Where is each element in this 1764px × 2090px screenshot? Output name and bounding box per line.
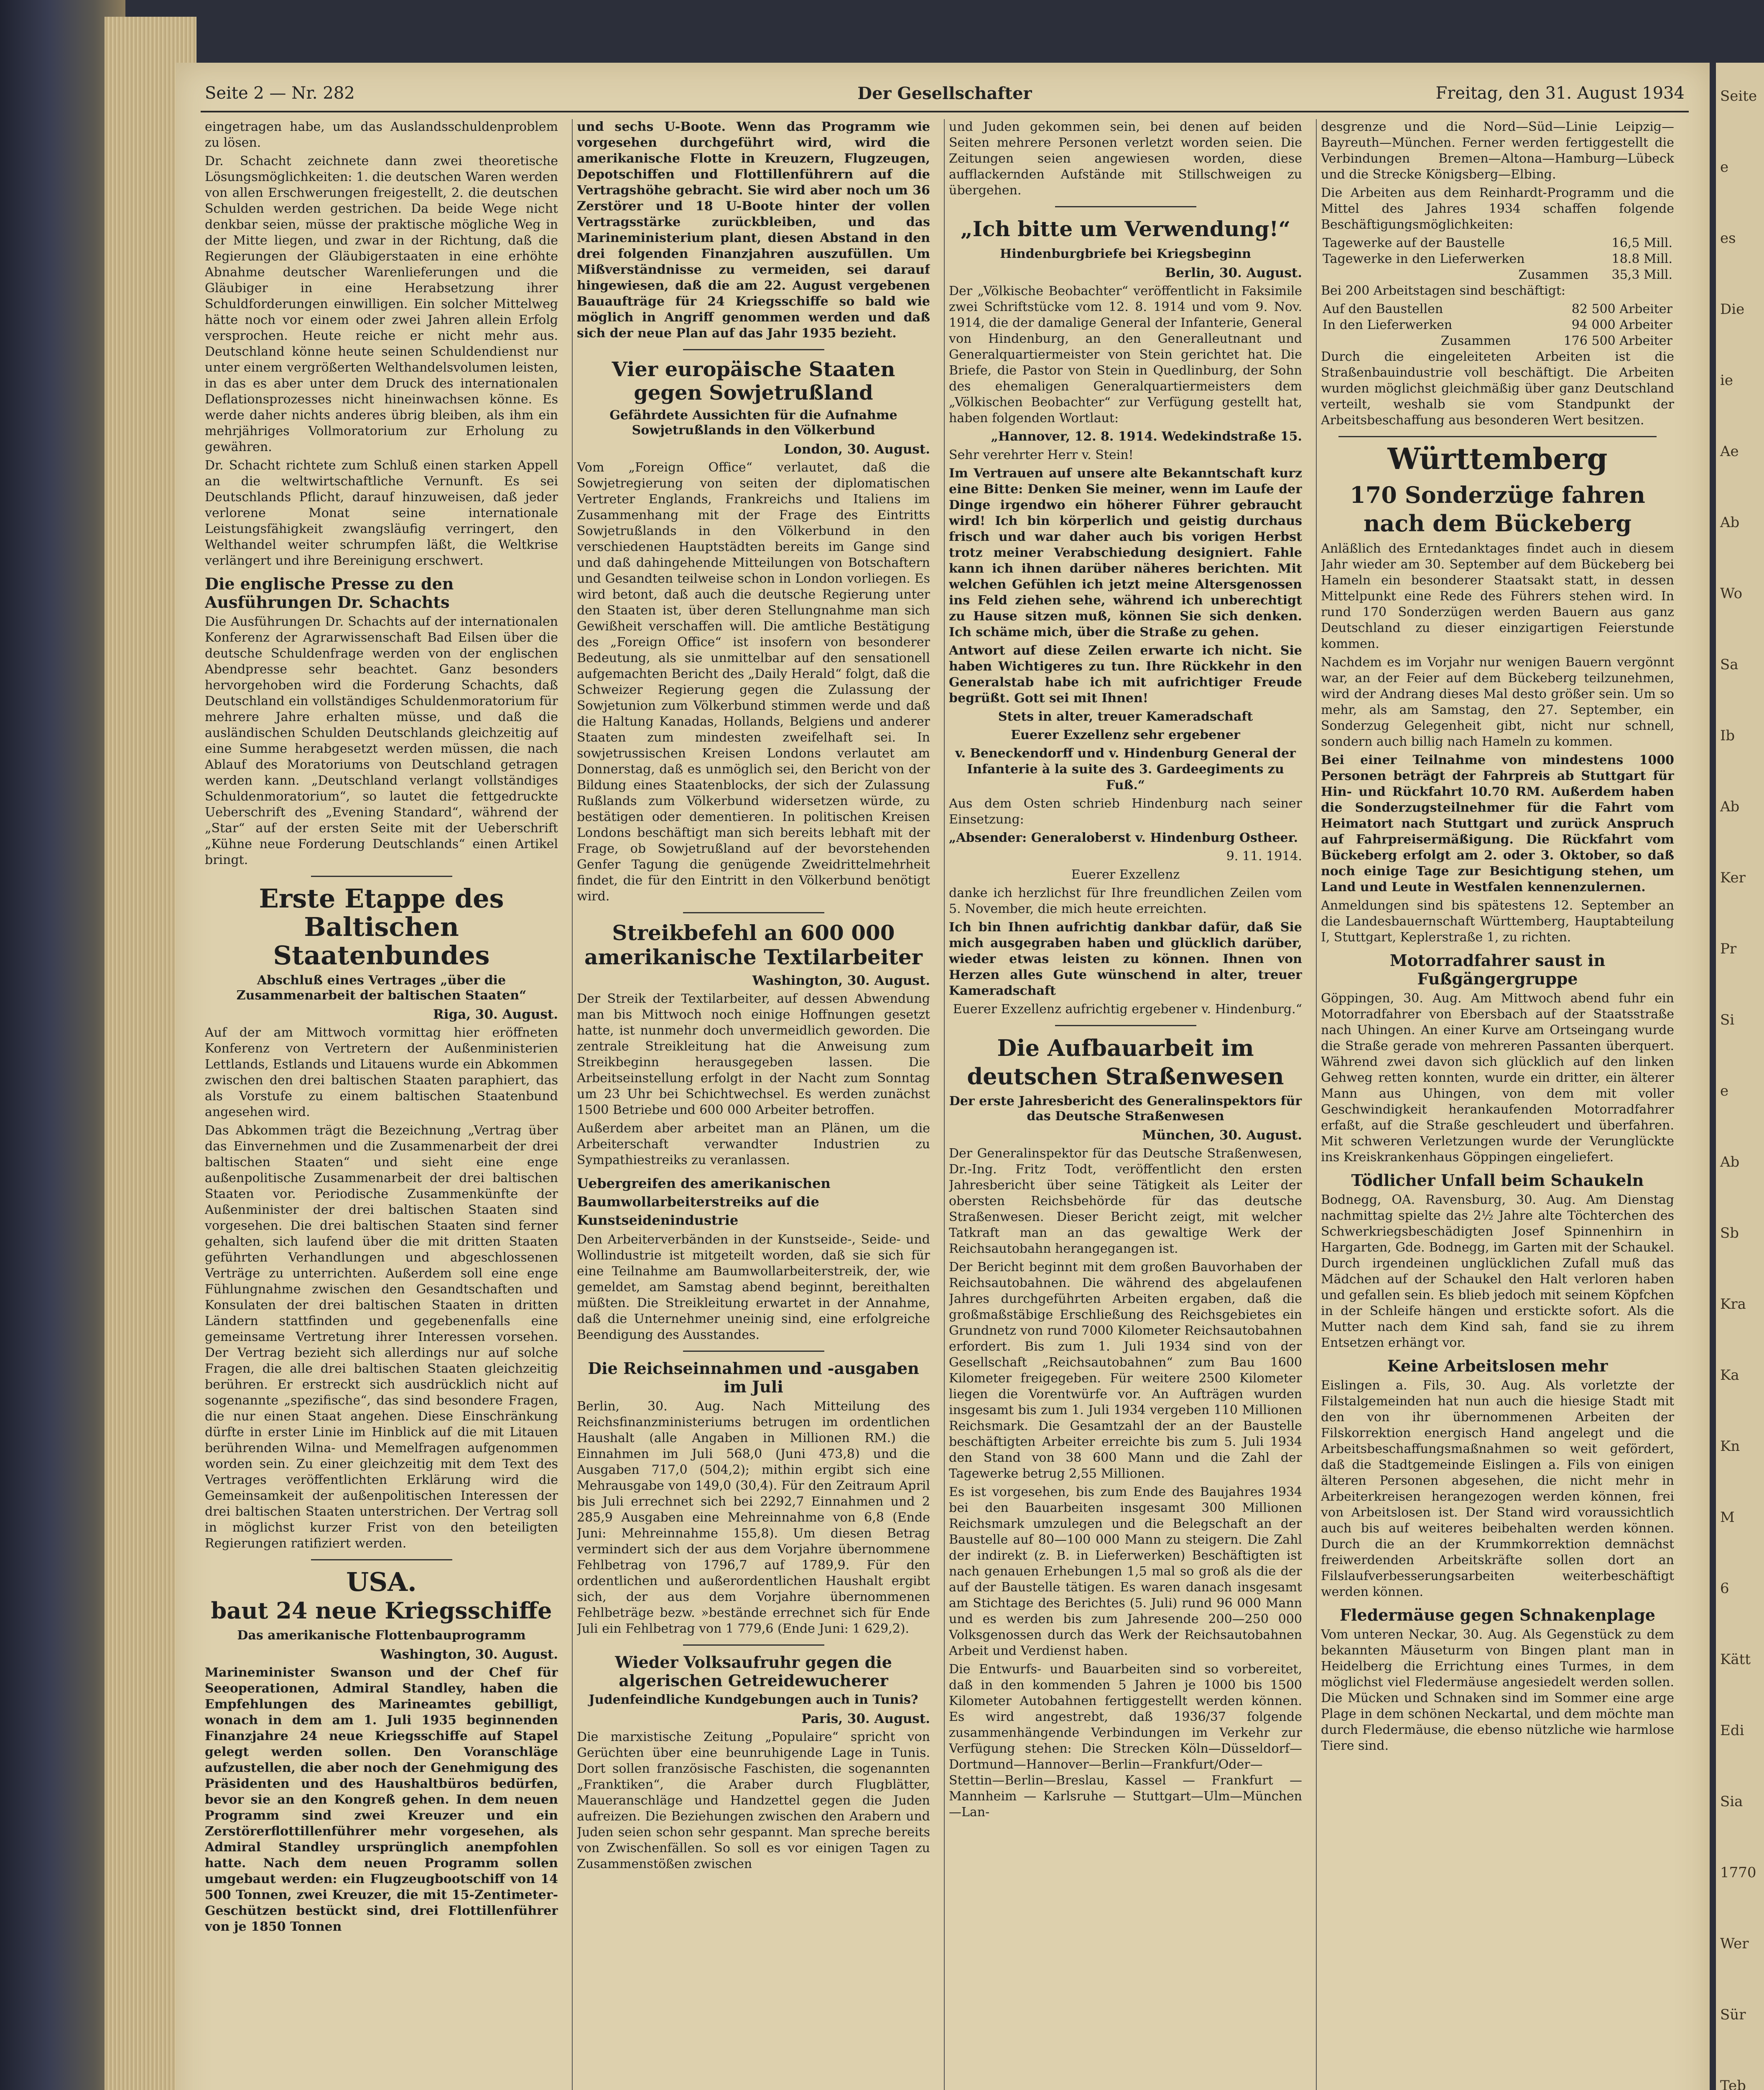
paragraph: Dr. Schacht richtete zum Schluß einen starken Appell an die weltwirtschaftliche Vernunft. Es sei Deutschlands Pflicht, darauf hinzuweisen, daß jeder verlorene Monat seine internationale Leistungsfähigkeit zwangsläufig verringert, den Welthandel weiter schrumpfen läßt, die Weltkrise verlängert und ihre Bereinigung erschwert. xyxy=(205,458,558,568)
paragraph: Bei 200 Arbeitstagen sind beschäftigt: xyxy=(1321,283,1566,298)
header-rule xyxy=(201,111,1689,112)
adjacent-page-text: Seite xyxy=(1720,88,1757,104)
article-headline: baut 24 neue Kriegsschiffe xyxy=(211,1597,552,1624)
adjacent-page-text: Wo xyxy=(1720,585,1743,602)
letter-greeting: Sehr verehrter Herr v. Stein! xyxy=(949,448,1134,462)
adjacent-page-text: e xyxy=(1720,159,1729,176)
table-cell: 16,5 Mill. xyxy=(1611,236,1672,250)
paragraph: Berlin, 30. Aug. Nach Mitteilung des Reichsfinanzministeriums betrugen im ordentlichen Haushalt (alle Angaben in Millionen RM.) die Einnahmen im Juli 568,0 (Juni 473,8) und die Ausgaben 717,0 (504,2); mithin ergibt sich eine Mehrausgabe von 149,0 (30,4). Für den Zeitraum April bis Juli errechnet sich bei 2292,7 Einnahmen und 2 285,9 Ausgaben eine Mehreinnahme von 6,8 (Ende Juni: Mehreinnahme 155,8). Um diesen Betrag vermindert sich der aus dem Vorjahre übernommene Fehlbetrag von 1796,7 auf 1789,9. Für den ordentlichen und außerordentlichen Haushalt ergibt sich, der aus dem Vorjahre übernommenen Fehlbeträge bezw. »bestände errechnet sich für Ende Juli ein Fehlbetrag von 1 779,6 (Ende Juni: 1 629,2). xyxy=(577,1399,930,1636)
dateline: Riga, 30. August. xyxy=(433,1007,558,1022)
letter-sender: „Absender: Generaloberst v. Hindenburg Ostheer. xyxy=(949,831,1298,845)
column-1 xyxy=(205,119,558,2090)
table-cell: 35,3 Mill. xyxy=(1611,268,1672,282)
article-headline: 170 Sonderzüge fahren nach dem Bückeberg xyxy=(1350,482,1645,537)
paragraph: Die Ausführungen Dr. Schachts auf der internationalen Konferenz der Agrarwissenschaft Bad Eilsen über die deutsche Schuldenfrage werden von der englischen Abendpresse sehr beachtet. Ganz besonders hervorgehoben wird die Forderung Schachts, daß Deutschland ein vollständiges Schuldenmoratorium für mehrere Jahre erhalten müsse, und daß die ausländischen Schulden Deutschlands gleichzeitig auf eine Summe herabgesetzt werden müssen, die nach Ablauf des Moratoriums von Deutschland getragen werden kann. „Deutschland verlangt vollständiges Schuldenmoratorium“, so lautet die fettgedruckte Ueberschrift des „Evening Standard“, während der „Star“ auf der ersten Seite mit der Ueberschrift „Kühne neue Forderung Deutschlands“ einen Artikel bringt. xyxy=(205,614,558,867)
letter-body: Antwort auf diese Zeilen erwarte ich nicht. Sie haben Wichtigeres zu tun. Ihre Rückkehr in den Generalstab habe ich mit aufrichtiger Freude begrüßt. Gott sei mit Ihnen! xyxy=(949,643,1302,706)
article-subheadline: Das amerikanische Flottenbauprogramm xyxy=(237,1628,526,1643)
letter-closing: Euerer Exzellenz sehr ergebener xyxy=(1011,728,1240,742)
paragraph: Nachdem es im Vorjahr nur wenigen Bauern vergönnt war, an der Feier auf dem Bückeberg teilzunehmen, wird der Andrang dieses Mal desto größer sein. Um so mehr, als am Samstag, den 27. September, ein Sonderzug Gelegenheit gibt, nicht nur schnell, sondern auch billig nach Hameln zu kommen. xyxy=(1321,655,1674,749)
article-separator xyxy=(1338,436,1657,437)
dateline: London, 30. August. xyxy=(784,442,930,457)
table-row xyxy=(1321,301,1674,317)
paragraph: Außerdem aber arbeitet man an Plänen, um die Arbeiterschaft verwandter Industrien zu Sympathiestreiks zu veranlassen. xyxy=(577,1121,930,1167)
adjacent-page-text: Die xyxy=(1720,301,1745,318)
article-subheadline: Gefährdete Aussichten für die Aufnahme Sowjetrußlands in den Völkerbund xyxy=(609,408,897,438)
adjacent-page-text: Wer xyxy=(1720,1935,1749,1952)
table-cell: Zusammen xyxy=(1440,334,1511,348)
adjacent-page-text: Kn xyxy=(1720,1438,1740,1455)
dateline: Paris, 30. August. xyxy=(801,1711,930,1726)
column-divider xyxy=(1316,119,1317,2090)
article-headline: „Ich bitte um Verwendung!“ xyxy=(960,217,1291,241)
adjacent-page-text: Pr xyxy=(1720,940,1737,957)
page-number: Seite 2 — Nr. 282 xyxy=(205,84,355,103)
column-3 xyxy=(949,119,1302,2090)
article-separator xyxy=(311,1559,452,1560)
dateline: Washington, 30. August. xyxy=(380,1647,558,1662)
table-row xyxy=(1321,251,1674,267)
paragraph: Marineminister Swanson und der Chef für Seeoperationen, Admiral Standley, haben die Empfehlungen des Marineamtes gebilligt, wonach in dem am 1. Juli 1935 beginnenden Finanzjahre 24 neue Kriegsschiffe auf Stapel gelegt werden sollen. Den Voranschläge aufzustellen, die aber noch der Genehmigung des Präsidenten und des Haushaltbüros bedürfen, bevor sie an den Kongreß gehen. In dem neuen Programm sind zwei Kreuzer und ein Zerstörerflottillenführer mehr vorgesehen, als Admiral Standley ursprünglich anempfohlen hatte. Nach dem neuen Programm sollen umgebaut werden: ein Flugzeugbootschiff von 14 500 Tonnen, zwei Kreuzer, die mit 15-Zentimeter-Geschützen bestückt sind, drei Flottillenführer von je 1850 Tonnen xyxy=(205,1665,558,1934)
paragraph: Göppingen, 30. Aug. Am Mittwoch abend fuhr ein Motorradfahrer von Ebersbach auf der Staatsstraße nach Uhingen. An einer Kurve am Ortseingang wurde die Straße gerade von mehreren Passanten überquert. Während zwei davon sich glücklich auf den linken Gehweg retten konnten, wurde ein dritter, ein älterer Mann aus Uhingen, von dem mit voller Geschwindigkeit herankaufenden Motorradfahrer erfaßt, auf die Straße geschleudert und überfahren. Mit schweren Verletzungen wurde der Verunglückte ins Kreiskrankenhaus Göppingen eingeliefert. xyxy=(1321,991,1674,1165)
letter-date: 9. 11. 1914. xyxy=(1226,849,1302,864)
table-cell: In den Lieferwerken xyxy=(1323,318,1453,332)
article-headline: Die Aufbauarbeit im deutschen Straßenwesen xyxy=(967,1035,1284,1090)
adjacent-page-text: Si xyxy=(1720,1012,1735,1028)
adjacent-page-text: Sb xyxy=(1720,1225,1739,1241)
paragraph: Der Generalinspektor für das Deutsche Straßenwesen, Dr.-Ing. Fritz Todt, veröffentlicht den ersten Jahresbericht über seine Tätigkeit als Leiter der obersten Reichsbehörde für das deutsche Straßenwesen. Dieser Bericht zeigt, mit welcher Tatkraft man an das gewaltige Werk der Reichsautobahn herangegangen ist. xyxy=(949,1146,1302,1256)
employment-table xyxy=(1321,235,1674,283)
adjacent-page-text: Ae xyxy=(1720,443,1739,460)
adjacent-page-strip xyxy=(1716,63,1764,2090)
paragraph: Die marxistische Zeitung „Populaire“ spricht von Gerüchten über eine beunruhigende Lage in Tunis. Dort sollen französische Faschisten, die sogenannten „Franktiken“, die Araber durch Flugblätter, Maueranschläge und Handzettel gegen die Juden aufreizen. Die Beziehungen zwischen den Arabern und Juden seien schon sehr gespannt. Man spreche bereits von Zwischenfällen. So soll es vor einigen Tagen zu Zusammenstößen zwischen xyxy=(577,1730,930,1871)
article-headline: Motorradfahrer saust in Fußgängergruppe xyxy=(1389,951,1606,988)
article-separator xyxy=(683,1644,824,1646)
paragraph: Durch die eingeleiteten Arbeiten ist die Straßenbauindustrie voll beschäftigt. Die Arbeiten wurden möglichst gleichmäßig über ganz Deutschland verteilt, weshalb sie vom Standpunkt der Arbeitsbeschaffung aus besonderen Wert besitzen. xyxy=(1321,349,1674,428)
adjacent-page-text: ie xyxy=(1720,372,1733,389)
article-headline: Streikbefehl an 600 000 amerikanische Textilarbeiter xyxy=(584,920,923,969)
article-subheadline: Der erste Jahresbericht des Generalinspektors für das Deutsche Straßenwesen xyxy=(949,1094,1302,1124)
article-separator xyxy=(311,876,452,877)
adjacent-page-text: Ker xyxy=(1720,869,1746,886)
adjacent-page-text: Edi xyxy=(1720,1722,1744,1739)
paragraph: Anmeldungen sind bis spätestens 12. September an die Landesbauernschaft Württemberg, Hauptabteilung I, Stuttgart, Keplerstraße 1, zu richten. xyxy=(1321,898,1674,945)
article-subheadline: Abschluß eines Vertrages „über die Zusammenarbeit der baltischen Staaten“ xyxy=(236,973,527,1003)
paragraph: Bodnegg, OA. Ravensburg, 30. Aug. Am Dienstag nachmittag spielte das 2½ Jahre alte Töchterchen des Schwerkriegsbeschädigten Josef Spinnenhirn in Hargarten, Gde. Bodnegg, im Garten mit der Schaukel. Durch irgendeinen unglücklichen Zufall muß das Mädchen auf der Schaukel den Halt verloren haben und gefallen sein. Es blieb jedoch mit seinem Köpfchen in der Schleife hängen und erstickte sofort. Als die Mutter nach dem Kind sah, fand sie zu ihrem Entsetzen erhängt vor. xyxy=(1321,1193,1674,1350)
table-cell: Tagewerke auf der Baustelle xyxy=(1323,236,1505,250)
column-divider xyxy=(944,119,945,2090)
adjacent-page-text: 1770 xyxy=(1720,1864,1756,1881)
letter-signature: Euerer Exzellenz aufrichtig ergebener v. Hindenburg.“ xyxy=(953,1002,1302,1017)
adjacent-page-text: Kra xyxy=(1720,1296,1746,1313)
table-row xyxy=(1321,333,1674,349)
table-cell: 82 500 Arbeiter xyxy=(1571,302,1672,316)
section-headline: Württemberg xyxy=(1387,441,1608,476)
dateline: Berlin, 30. August. xyxy=(1165,265,1302,280)
adjacent-page-text: Teb xyxy=(1720,2077,1746,2090)
adjacent-page-text: M xyxy=(1720,1509,1735,1526)
newspaper-title: Der Gesellschafter xyxy=(857,84,1032,103)
adjacent-page-text: 6 xyxy=(1720,1580,1729,1597)
table-cell: 176 500 Arbeiter xyxy=(1563,334,1672,348)
article-headline: Die Reichseinnahmen und -ausgaben im Juli xyxy=(588,1359,919,1396)
adjacent-page-text: Kätt xyxy=(1720,1651,1751,1668)
adjacent-page-text: Ab xyxy=(1720,798,1740,815)
article-separator xyxy=(683,349,824,350)
table-cell: Tagewerke in den Lieferwerken xyxy=(1323,252,1525,266)
table-row xyxy=(1321,267,1674,283)
article-headline: Vier europäische Staaten gegen Sowjetrußland xyxy=(612,358,895,405)
dateline: Washington, 30. August. xyxy=(752,973,930,988)
adjacent-page-text: Sa xyxy=(1720,656,1739,673)
article-separator xyxy=(1055,206,1196,207)
article-separator xyxy=(683,1351,824,1352)
table-row xyxy=(1321,235,1674,251)
article-headline: Erste Etappe des Baltischen Staatenbundes xyxy=(259,883,504,971)
letter-body: Ich bin Ihnen aufrichtig dankbar dafür, daß Sie mich ausgegraben haben und glücklich darüber, wieder etwas leisten zu können. Ihnen von Herzen alles Gute wünschend in alter, treuer Kameradschaft xyxy=(949,920,1302,998)
column-4 xyxy=(1321,119,1674,2090)
article-separator xyxy=(683,912,824,913)
adjacent-page-text: Sür xyxy=(1720,2006,1746,2023)
letter-body: Im Vertrauen auf unsere alte Bekanntschaft kurz eine Bitte: Denken Sie meiner, wenn im Laufe der Dinge irgendwo ein höherer Führer gebraucht wird! Ich bin körperlich und geistig durchaus frisch und war daher auch bis vorigen Herbst trotz meiner Verabschiedung designiert. Fahle kann ich ihnen darüber näheres berichten. Mit welchen Gefühlen ich jetzt meine Altersgenossen ins Feld ziehen sehe, während ich unberechtigt zu Hause sitzen muß, können Sie sich denken. Ich schäme mich, über die Straße zu gehen. xyxy=(949,466,1302,640)
letter-body: danke ich herzlichst für Ihre freundlichen Zeilen vom 5. November, die mich heute erreichten. xyxy=(949,886,1302,916)
adjacent-page-text: Ab xyxy=(1720,1154,1740,1170)
paragraph: Auf der am Mittwoch vormittag hier eröffneten Konferenz von Vertretern der Außenministerien Lettlands, Estlands und Litauens wurde ein Abkommen zwischen den drei baltischen Staaten paraphiert, das als Vorstufe zu einem baltischen Staatenbund angesehen wird. xyxy=(205,1025,558,1119)
table-cell: Auf den Baustellen xyxy=(1323,302,1443,316)
table-cell: 94 000 Arbeiter xyxy=(1571,318,1672,332)
table-cell: 18.8 Mill. xyxy=(1611,252,1672,266)
paragraph: Eislingen a. Fils, 30. Aug. Als vorletzte der Filstalgemeinden hat nun auch die hiesige Stadt mit den von ihr übernommenen Arbeiten der Filskorrektion energisch Hand angelegt und die Arbeitsbeschaffungsmaßnahmen so weit gefördert, daß die Stadtgemeinde Eislingen a. Fils von einigen älteren Personen abgesehen, die nicht mehr in Arbeiterkreisen herangezogen werden können, frei von Arbeitslosen ist. Der Stand wird voraussichtlich auch bis auf weiteres beibehalten werden können. Durch die an der Krummkorrektion demnächst freiwerdenden Arbeitskräfte sollen dort an Filslaufverbesserungsarbeiten weiterbeschäftigt werden können. xyxy=(1321,1378,1674,1599)
paragraph: Aus dem Osten schrieb Hindenburg nach seiner Einsetzung: xyxy=(949,796,1302,827)
paragraph: Vom „Foreign Office“ verlautet, daß die Sowjetregierung von seiten der diplomatischen Vertreter Englands, Frankreichs und Italiens im Zusammenhang mit der Frage des Eintritts Sowjetrußlands in den Völkerbund in den verschiedenen Hauptstädten bereits im Gange sind und daß dahingehende Mitteilungen von Botschaftern und Gesandten teilweise schon in London vorliegen. Es wird betont, daß auch die deutsche Regierung unter den Staaten ist, über deren Stellungnahme man sich Gewißheit verschaffen will. Die amtliche Bestätigung des „Foreign Office“ ist insofern von besonderer Bedeutung, als sie unmittelbar auf den sensationell aufgemachten Bericht des „Daily Herald“ folgt, daß die Schweizer Regierung gegen die Zulassung der Sowjetunion zum Völkerbund stimmen werde und daß die Haltung Kanadas, Hollands, Belgiens und anderer Staaten zum mindesten zweifelhaft sei. In sowjetrussischen Kreisen Londons verlautet am Donnerstag, daß es unmöglich sei, den Bericht von der Bildung eines Staatenblocks, der sich der Zulassung Rußlands zum Völkerbund widersetzen würde, zu bestätigen oder dementieren. In politischen Kreisen Londons beschäftigt man sich bereits lebhaft mit der Frage, ob Sowjetrußland auf der bevorstehenden Genfer Tagung die genügende Zweidrittelmehrheit findet, die für den Eintritt in den Völkerbund benötigt wird. xyxy=(577,460,930,904)
table-row xyxy=(1321,317,1674,333)
letter-greeting: Euerer Exzellenz xyxy=(1071,867,1180,882)
adjacent-page-text: Sia xyxy=(1720,1793,1743,1810)
paragraph: Der Streik der Textilarbeiter, auf dessen Abwendung man bis Mittwoch noch einige Hoffnungen gesetzt hatte, ist nunmehr doch unvermeidlich geworden. Die zentrale Streikleitung hat die Anweisung zum Streikbeginn herausgegeben lassen. Die Arbeitseinstellung erfolgt in der Nacht zum Sonntag um 23 Uhr bei Schichtwechsel. Es werden zunächst 1500 Betriebe und 600 000 Arbeiter betroffen. xyxy=(577,991,930,1117)
article-headline: USA. xyxy=(346,1567,417,1597)
letter-signature: v. Beneckendorff und v. Hindenburg General der Infanterie à la suite des 3. Gardeegiments zu Fuß.“ xyxy=(955,746,1296,793)
column-2 xyxy=(577,119,930,2090)
article-headline: Wieder Volksaufruhr gegen die algerischen Getreidewucherer xyxy=(615,1653,892,1690)
paragraph: Dr. Schacht zeichnete dann zwei theoretische Lösungsmöglichkeiten: 1. die deutschen Waren werden von allen Erschwerungen freigestellt, 2. die deutschen Schulden werden gestrichen. Da beide Wege nicht denkbar seien, müsse der praktische mögliche Weg in der Mitte liegen, und zwar in der Richtung, daß die Regierungen der Gläubigerstaaten in eine erhöhte Abnahme deutscher Warenlieferungen und die Gläubiger in eine Herabsetzung ihrer Schuldforderungen einwilligen. Ein solcher Mittelweg hätte noch vor einem oder zwei Jahren allein Erfolg versprochen. Heute reiche er nicht mehr aus. Deutschland könne heute seinen Schuldendienst nur unter einem vergrößerten Welthandelsvolumen leisten, in das es aber unter dem Druck des internationalen Deflationsprozesses nicht hineinwachsen könne. Es werde daher nichts anderes übrig bleiben, als ihm ein mehrjähriges Vollmoratorium zur Erholung zu gewähren. xyxy=(205,154,558,454)
article-headline: Fledermäuse gegen Schnakenplage xyxy=(1340,1606,1655,1624)
article-headline: Keine Arbeitslosen mehr xyxy=(1387,1356,1608,1375)
paragraph: Es ist vorgesehen, bis zum Ende des Baujahres 1934 bei den Bauarbeiten insgesamt 300 Millionen Reichsmark umzulegen und die Belegschaft an der Baustelle auf 80—100 000 Mann zu steigern. Die Zahl der indirekt (z. B. in Lieferwerken) Beschäftigten ist nach genauen Erhebungen 1,5 mal so groß als die der auf der Baustelle tätigen. Es waren danach insgesamt am Stichtage des Berichtes (5. Juli) rund 96 000 Mann und es werden bis zum Jahresende 200—250 000 Volksgenossen durch das Werk der Reichsautobahnen Arbeit und Verdienst haben. xyxy=(949,1485,1302,1658)
workers-table xyxy=(1321,301,1674,349)
page-header xyxy=(205,79,1685,109)
paragraph: Vom unteren Neckar, 30. Aug. Als Gegenstück zu dem bekannten Mäuseturm von Bingen plant man in Heidelberg die Errichtung eines Turmes, in dem möglichst viel Fledermäuse angesiedelt werden sollen. Die Mücken und Schnaken sind im Sommer eine arge Plage in dem schönen Neckartal, und dem möchte man durch Fledermäuse, die ebenso nützliche wie harmlose Tiere sind. xyxy=(1321,1627,1674,1753)
paragraph: und Juden gekommen sein, bei denen auf beiden Seiten mehrere Personen verletzt worden seien. Die Zeitungen seien angewiesen worden, diese aufflackernden Aufstände mit Stillschweigen zu übergehen. xyxy=(949,120,1302,198)
paragraph: Der Bericht beginnt mit dem großen Bauvorhaben der Reichsautobahnen. Die während des abgelaufenen Jahres durchgeführten Arbeiten ergaben, daß die großmaßstäbige Erschließung des Reichsgebietes ein Grundnetz von rund 7000 Kilometer Reichsautobahnen erfordert. Bis zum 1. Juli 1934 sind von der Gesellschaft „Reichsautobahnen“ zum Bau 1600 Kilometer freigegeben. Für weitere 2500 Kilometer liegen die Vorentwürfe vor. An Aufträgen wurden insgesamt bis zum 1. Juli 1934 vergeben 110 Millionen Reichsmark. Die Gesamtzahl der an der Baustelle beschäftigten Arbeiter erreichte bis zum 5. Juli 1934 den Stand von 38 600 Mann und die Zahl der Tagewerke betrug 2,55 Millionen. xyxy=(949,1260,1302,1481)
letter-date: „Hannover, 12. 8. 1914. Wedekindstraße 15. xyxy=(991,429,1302,444)
paragraph: und sechs U-Boote. Wenn das Programm wie vorgesehen durchgeführt wird, wird die amerikanische Flotte in Kreuzern, Flugzeugen, Depotschiffen und Flottillenführern auf die Vertragshöhe gebracht. Sie wird aber noch um 36 Zerstörer und 18 U-Boote hinter der vollen Vertragsstärke zurückbleiben, und das Marineministerium plant, diesen Abstand in den drei folgenden Finanzjahren auszufüllen. Um Mißverständnisse zu vermeiden, sei darauf hingewiesen, daß die am 22. August vergebenen Bauaufträge für 24 Kriegsschiffe so bald wie möglich in Angriff genommen werden und daß sich der neue Plan auf das Jahr 1935 bezieht. xyxy=(577,120,930,341)
adjacent-page-text: es xyxy=(1720,230,1736,247)
letter-closing: Stets in alter, treuer Kameradschaft xyxy=(998,709,1253,724)
table-cell: Zusammen xyxy=(1518,268,1589,282)
article-subheadline: Judenfeindliche Kundgebungen auch in Tunis? xyxy=(589,1692,918,1707)
article-headline: Die englische Presse zu den Ausführungen Dr. Schachts xyxy=(205,574,454,612)
paragraph: Anläßlich des Erntedanktages findet auch in diesem Jahr wieder am 30. September auf dem Bückeberg bei Hameln ein besonderer Staatsakt statt, in dessen Mittelpunkt eine Rede des Führers stehen wird. In rund 170 Sonderzügen werden Bauern aus ganz Deutschland zu dieser einzigartigen Feierstunde kommen. xyxy=(1321,541,1674,651)
article-headline: Tödlicher Unfall beim Schaukeln xyxy=(1351,1171,1644,1190)
newspaper-page xyxy=(176,63,1710,2090)
column-divider xyxy=(572,119,573,2090)
article-separator xyxy=(1055,1025,1196,1026)
paragraph: eingetragen habe, um das Auslandsschuldenproblem zu lösen. xyxy=(205,120,558,150)
adjacent-page-text: Ib xyxy=(1720,727,1735,744)
adjacent-page-text: Ab xyxy=(1720,514,1740,531)
paragraph: Das Abkommen trägt die Bezeichnung „Vertrag über das Einvernehmen und die Zusammenarbeit der drei baltischen Staaten“ und sieht eine enge außenpolitische Zusammenarbeit der drei baltischen Staaten vor. Periodische Zusammenkünfte der Außenminister der drei baltischen Staaten sind vorgesehen. Die drei baltischen Staaten sind ferner gehalten, sich laufend über die mit dritten Staaten geführten Verhandlungen und abgeschlossenen Verträge zu unterrichten. Außerdem soll eine enge Fühlungnahme zwischen den Gesandtschaften und Konsulaten der drei baltischen Staaten in dritten Ländern stattfinden und gegebenenfalls eine gemeinsame Vertretung ihrer Interessen vorsehen. Der Vertrag bezieht sich allerdings nur auf solche Fragen, die alle drei baltischen Staaten gleichzeitig berühren. Er erstreckt sich ausdrücklich nicht auf sogenannte „spezifische“, das sind besondere Fragen, die nur einen Staat angehen. Diese Einschränkung dürfte in erster Linie im Hinblick auf die mit Litauen berührenden Wilna- und Memelfragen aufgenommen worden sein. Zu einer gleichzeitig mit dem Text des Vertrages veröffentlichten Erklärung wird die Gemeinsamkeit der außenpolitischen Interessen der drei baltischen Staaten unterstrichen. Der Vertrag soll in möglichst kurzer Frist von den beteiligten Regierungen ratifiziert werden. xyxy=(205,1123,558,1551)
paragraph: Die Entwurfs- und Bauarbeiten sind so vorbereitet, daß in den kommenden 5 Jahren je 1000 bis 1500 Kilometer Autobahnen fertiggestellt werden können. Es wird angestrebt, daß 1936/37 folgende zusammenhängende Verbindungen im Verkehr zur Verfügung stehen: Die Strecken Köln—Düsseldorf—Dortmund—Hannover—Berlin—Frankfurt/Oder—Stettin—Berlin—Breslau, Kassel — Frankfurt — Mannheim — Karlsruhe — Stuttgart—Ulm—München—Lan- xyxy=(949,1662,1302,1820)
paragraph: desgrenze und die Nord—Süd—Linie Leipzig—Bayreuth—München. Ferner werden fertiggestellt die Verbindungen Bremen—Altona—Hamburg—Lübeck und die Strecke Königsberg—Elbing. xyxy=(1321,120,1674,182)
paragraph: Bei einer Teilnahme von mindestens 1000 Personen beträgt der Fahrpreis ab Stuttgart für Hin- und Rückfahrt 10.70 RM. Außerdem haben die Sonderzugsteilnehmer für die Fahrt vom Heimatort nach Stuttgart und zurück Anspruch auf Fahrpreisermäßigung. Die Rückfahrt vom Bückeberg erfolgt am 2. oder 3. Oktober, so daß noch einige Tage zur Besichtigung stehen, um Land und Leute in Westfalen kennenzulernen. xyxy=(1321,753,1674,895)
paragraph: Der „Völkische Beobachter“ veröffentlicht in Faksimile zwei Schriftstücke vom 12. 8. 1914 und vom 9. Nov. 1914, die der damalige General der Infanterie, General von Hindenburg, an den Generalleutnant und Generalquartiermeister von Stein gerichtet hat. Die Briefe, die Pastor von Stein in Quedlinburg, der Sohn des ehemaligen Generalquartiermeisters dem „Völkischen Beobachter“ zur Verfügung gestellt hat, haben folgenden Wortlaut: xyxy=(949,284,1302,426)
issue-date: Freitag, den 31. August 1934 xyxy=(1435,84,1685,103)
adjacent-page-text: Ka xyxy=(1720,1367,1739,1384)
article-headline: Uebergreifen des amerikanischen Baumwollarbeiterstreiks auf die Kunstseidenindustrie xyxy=(577,1175,831,1228)
dateline: München, 30. August. xyxy=(1142,1128,1302,1143)
paragraph: Den Arbeiterverbänden in der Kunstseide-, Seide- und Wollindustrie ist mitgeteilt worden, daß sie sich für eine Teilnahme am Baumwollarbeiterstreik, der, wie gemeldet, am Samstag abend beginnt, bereithalten müßten. Die Streikleitung erwartet in der Annahme, daß die Unternehmer uneinig sind, eine erfolgreiche Beendigung des Ausstandes. xyxy=(577,1232,930,1342)
article-subheadline: Hindenburgbriefe bei Kriegsbeginn xyxy=(1000,247,1251,261)
paragraph: Die Arbeiten aus dem Reinhardt-Programm und die Mittel des Jahres 1934 schaffen folgende Beschäftigungsmöglichkeiten: xyxy=(1321,186,1674,232)
adjacent-page-text: e xyxy=(1720,1083,1729,1099)
